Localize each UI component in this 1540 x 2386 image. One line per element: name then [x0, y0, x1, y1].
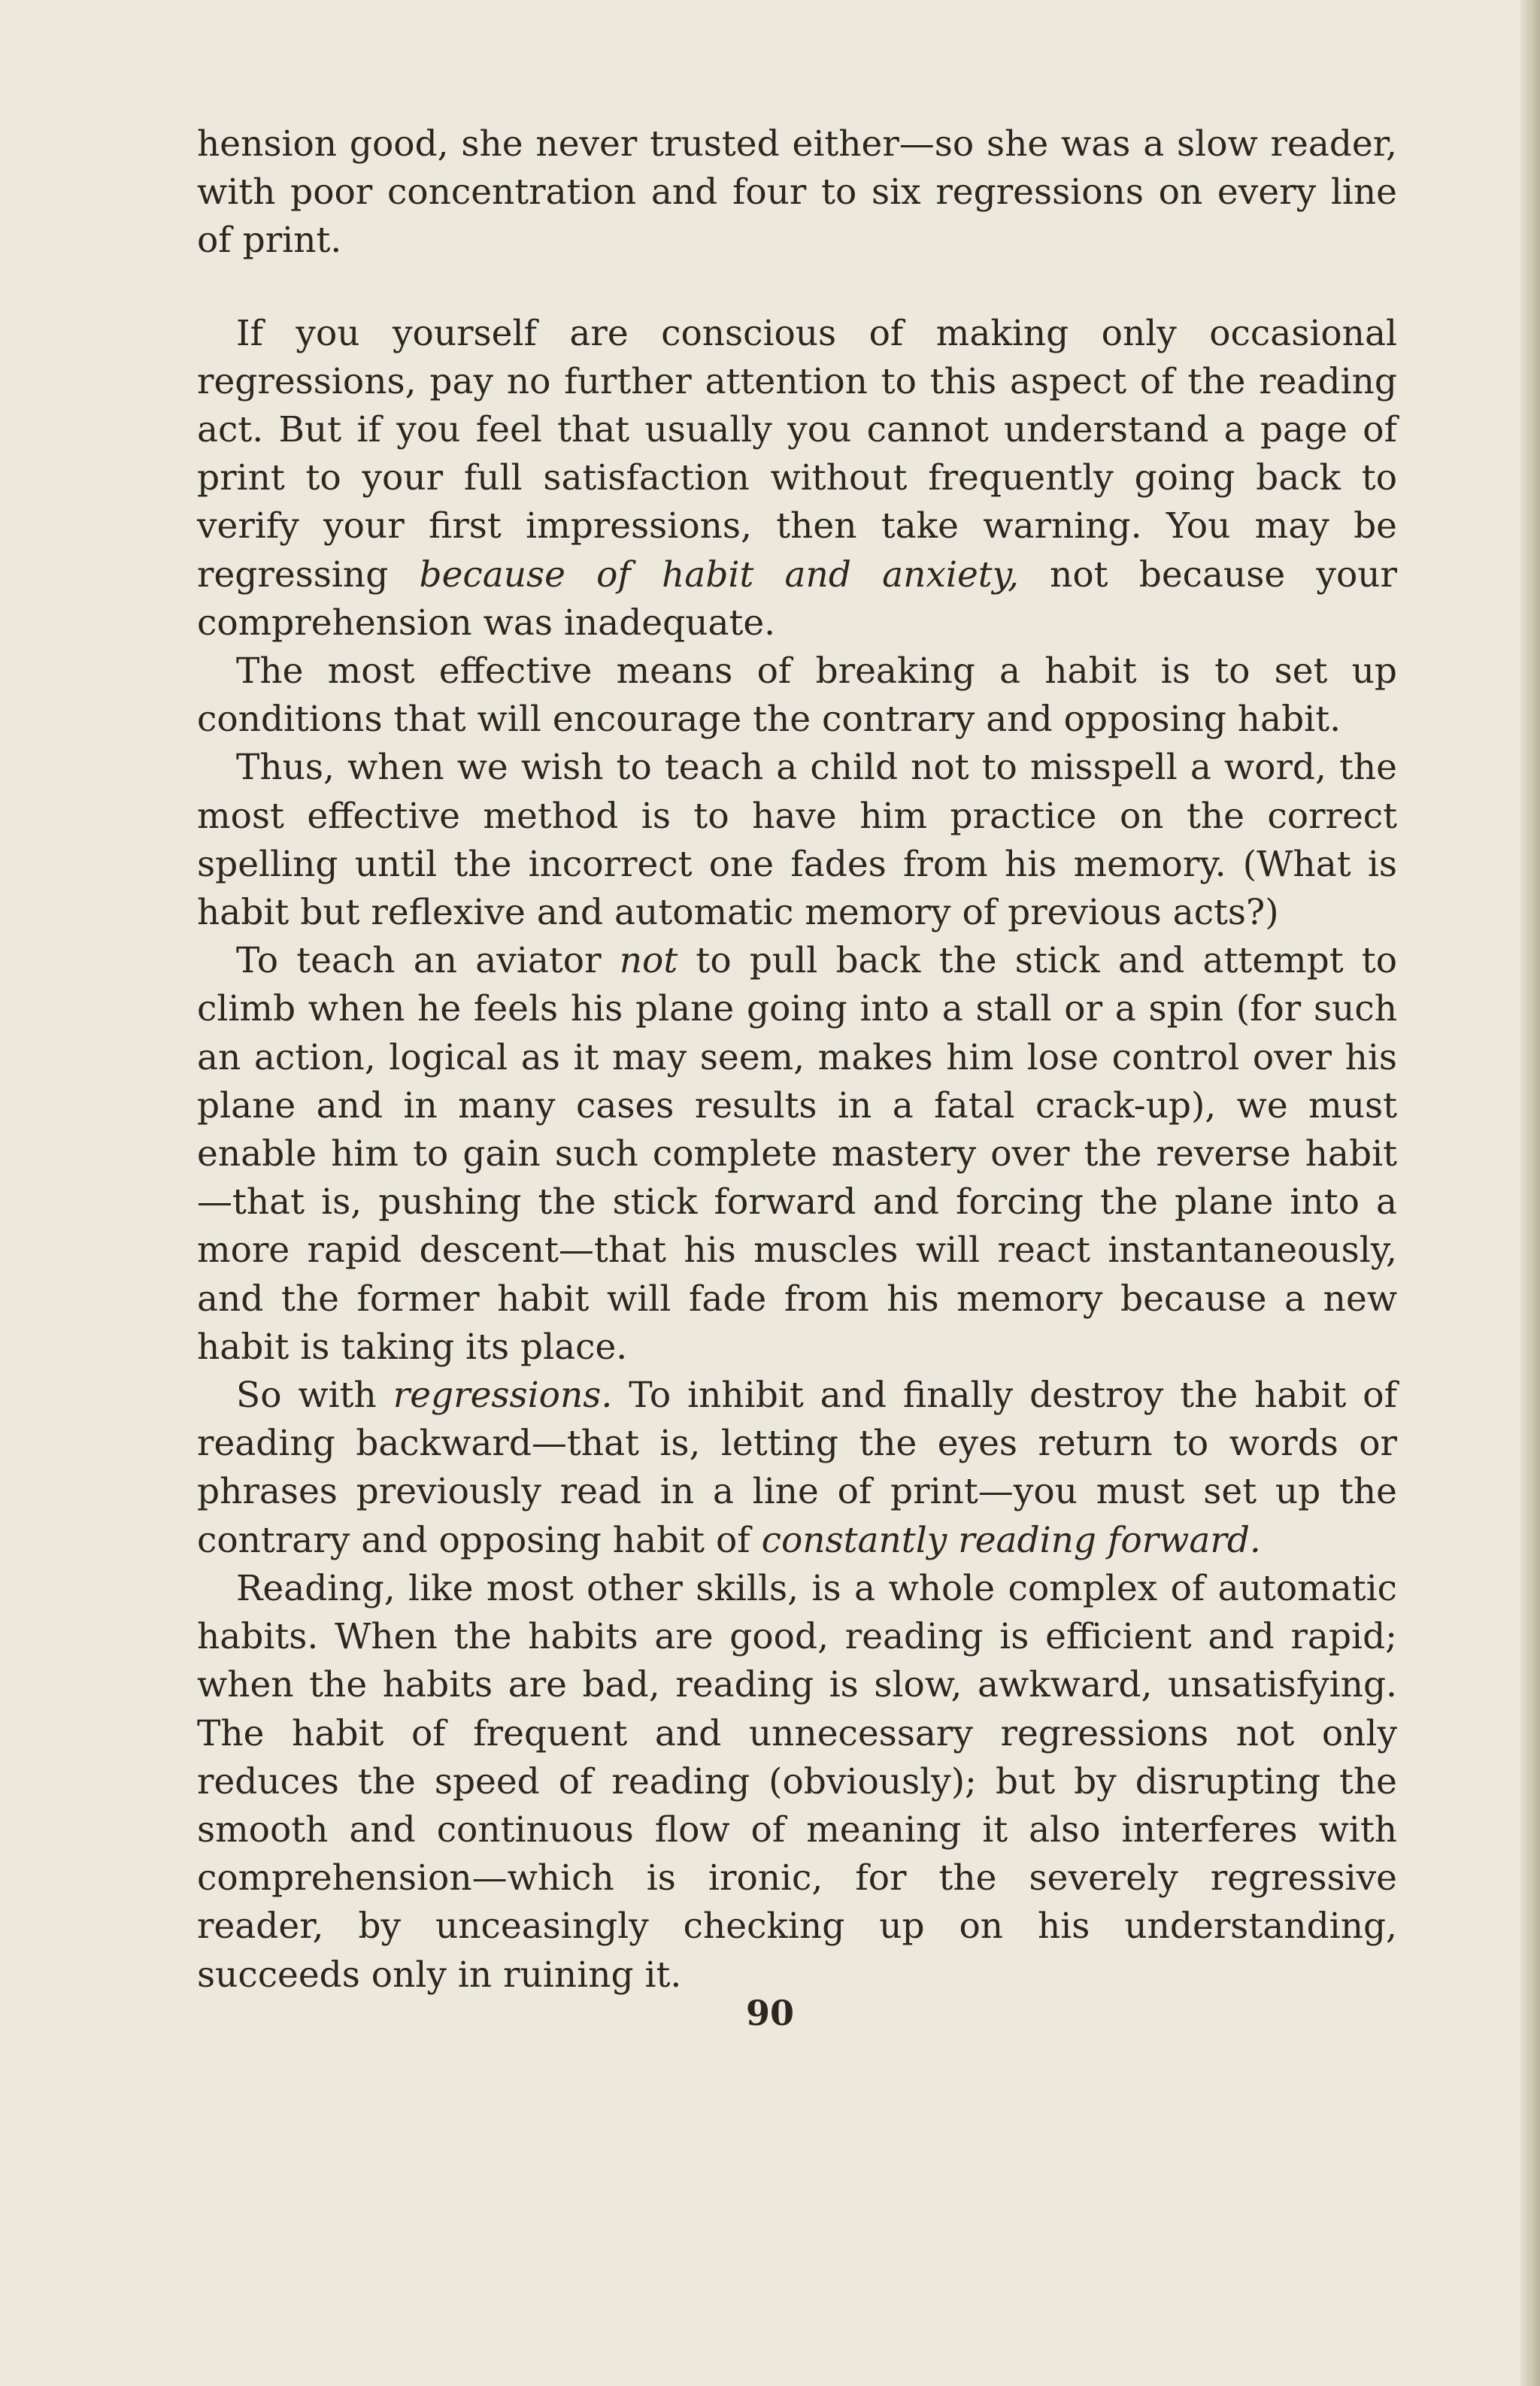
paragraph — [197, 937, 1397, 1372]
text-segment: hension good, she never trusted either—so she was a slow reader, with poor concentration and four to six regressions on every line of print. — [197, 123, 1397, 262]
text-segment: The most effective means of breaking a habit is to set up conditions that will encourage the contrary and opposing habit. — [197, 650, 1397, 741]
italic-emphasis: not — [619, 940, 678, 982]
text-segment: To teach an aviator — [236, 940, 620, 982]
italic-emphasis: constantly reading forward. — [761, 1519, 1261, 1561]
paragraph — [197, 647, 1397, 744]
paragraph — [197, 310, 1397, 647]
paragraph — [197, 120, 1397, 265]
paragraph — [197, 1372, 1397, 1565]
text-segment: So with — [236, 1375, 393, 1417]
text-segment: If you yourself are conscious of making only occasional regressions, pay no further attention to this aspect of the reading act. But if you feel that usually you cannot understand a page of print to your full satisfaction without frequently going back to verify your first impressions, then take warning. You may be regressing — [197, 312, 1397, 596]
paragraph — [197, 744, 1397, 937]
paragraph — [197, 1565, 1397, 1999]
text-segment: to pull back the stick and attempt to climb when he feels his plane going into a stall or a spin (for such an action, logical as it may seem, makes him lose control over his plane and in many cases results in a fatal crack-up), we must enable him to gain such complete mastery over the reverse habit—that is, pushing the stick forward and forcing the plane into a more rapid descent—that his muscles will react instantaneously, and the former habit will fade from his memory because a new habit is taking its place. — [197, 940, 1397, 1368]
page-number: 90 — [745, 1993, 794, 2033]
text-segment: not because your comprehension was inadequate. — [197, 553, 1398, 644]
text-segment: Reading, like most other skills, is a whole complex of automatic habits. When the habits are good, reading is efficient and rapid; when the habits are bad, reading is slow, awkward, unsatisfying. The habit of frequent and unnecessary regressions not only reduces the speed of reading (obviously); but by disrupting the smooth and continuous flow of meaning it also interferes with comprehension—which is ironic, for the severely regressive reader, by unceasingly checking up on his understanding, succeeds only in ruining it. — [197, 1567, 1397, 1996]
italic-emphasis: regressions. — [393, 1375, 613, 1417]
body-text — [197, 120, 1397, 1999]
text-segment: Thus, when we wish to teach a child not to misspell a word, the most effective method is to have him practice on the correct spelling until the incorrect one fades from his memory. (What is habit but reflexive and automatic memory of previous acts?) — [197, 747, 1397, 934]
italic-emphasis: because of habit and anxiety, — [419, 553, 1019, 596]
text-segment: To inhibit and finally destroy the habit of reading backward—that is, letting the eyes return to words or phrases previously read in a line of print—you must set up the contrary and opposing habit of — [197, 1375, 1397, 1561]
